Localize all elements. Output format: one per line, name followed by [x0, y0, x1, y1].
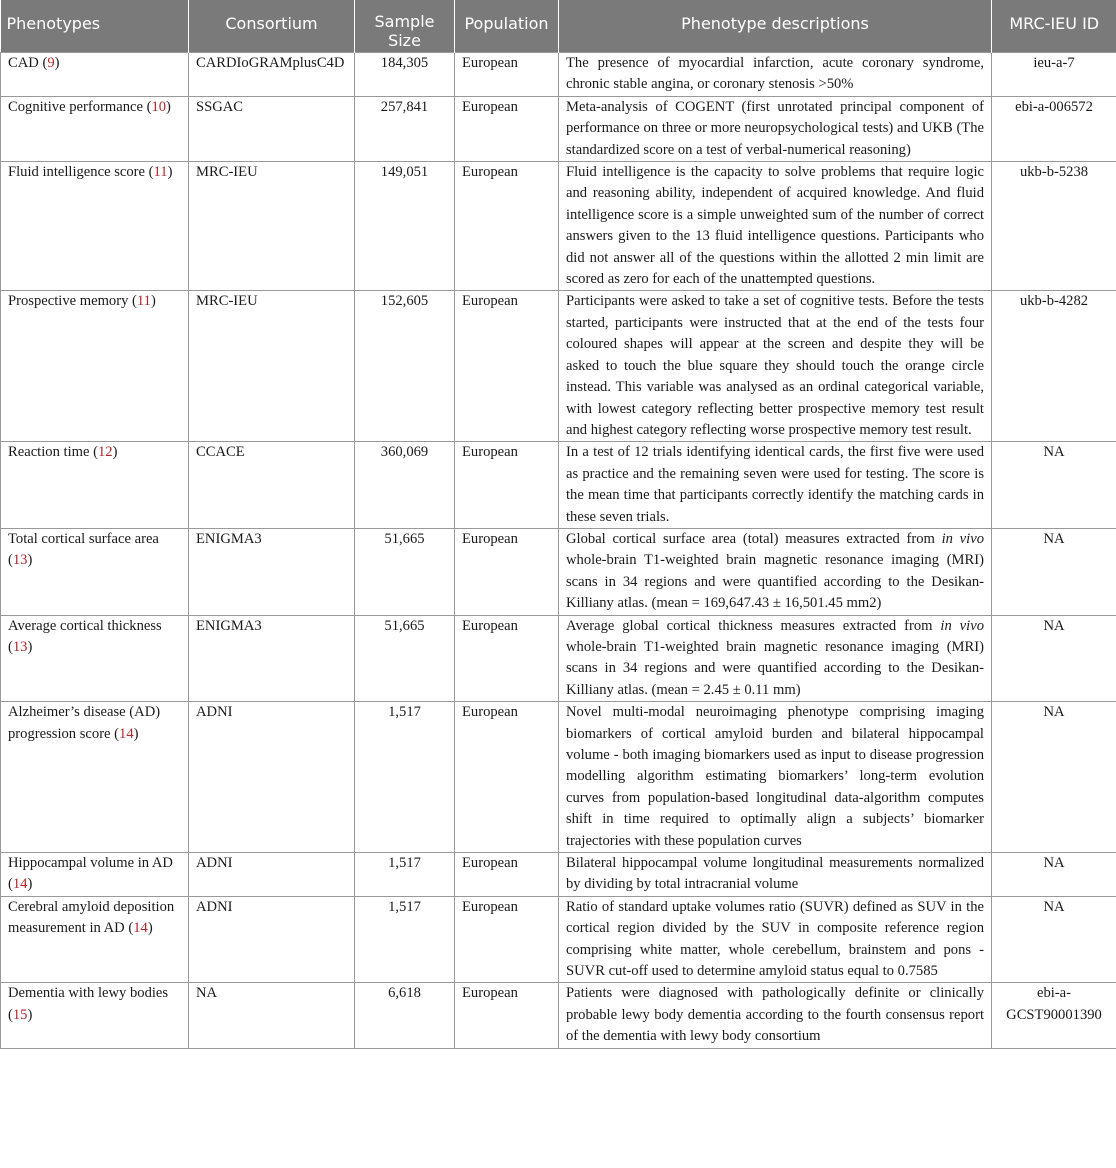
phenotype-cell — [1, 528, 189, 615]
phenotype-name-end: ) — [27, 638, 33, 655]
table-row — [1, 896, 1116, 983]
description-text: Average global cortical thickness measures extracted from — [566, 617, 941, 634]
phenotype-cell — [1, 702, 189, 853]
consortium-cell: SSGAC — [189, 96, 355, 161]
phenotype-name-end: ) — [166, 98, 171, 115]
phenotype-name: Fluid intelligence score ( — [8, 164, 154, 181]
phenotype-name-end: ) — [27, 1006, 33, 1023]
description-text: whole-brain T1-weighted brain magnetic resonance imaging (MRI) scans in 34 regions and were quantified according to the Desikan-Killiany atlas. (mean = 169,647.43 ± 16,501.45 mm2) — [566, 552, 984, 612]
table-row — [1, 528, 1116, 615]
population-cell: European — [455, 96, 559, 161]
description-italic-text: in vivo — [941, 530, 984, 547]
sample-size-cell: 1,517 — [355, 896, 455, 983]
phenotype-name: Average cortical thickness ( — [8, 617, 162, 655]
phenotype-cell — [1, 615, 189, 702]
consortium-cell: ADNI — [189, 896, 355, 983]
reference-link[interactable]: 12 — [97, 444, 113, 461]
reference-link[interactable]: 13 — [12, 638, 28, 655]
reference-link[interactable]: 14 — [133, 920, 148, 937]
mrc-ieu-id-cell: ebi-a-006572 — [992, 96, 1116, 161]
phenotype-name-end: ) — [27, 552, 33, 569]
phenotype-name: Cerebral amyloid deposition measurement in AD ( — [8, 898, 175, 937]
phenotype-name-end: ) — [112, 444, 118, 461]
description-cell: Fluid intelligence is the capacity to solve problems that require logic and reasoning ability, independent of acquired knowledge. And fluid intelligence score is a simple unweighted sum of the number of correct answers given to the 13 fluid intelligence questions. Participants who did not answer all of the questions within the allotted 2 min limit are scored as zero for each of the unattempted questions. — [559, 162, 992, 291]
table-row — [1, 853, 1116, 897]
description-cell — [559, 615, 992, 702]
description-text: whole-brain T1-weighted brain magnetic resonance imaging (MRI) scans in 34 regions and were quantified according to the Desikan-Killiany atlas. (mean = 2.45 ± 0.11 mm) — [566, 638, 984, 698]
description-cell: Meta-analysis of COGENT (first unrotated principal component of performance on three or more neuropsychological tests) and UKB (The standardized score on a test of verbal-numerical reasoning) — [559, 96, 992, 161]
phenotype-name-end: ) — [133, 725, 139, 742]
phenotype-name-end: ) — [27, 876, 33, 893]
reference-link[interactable]: 14 — [119, 725, 134, 742]
mrc-ieu-id-cell: ukb-b-5238 — [992, 162, 1116, 291]
consortium-cell: ENIGMA3 — [189, 528, 355, 615]
population-cell: European — [455, 896, 559, 983]
population-cell: European — [455, 162, 559, 291]
sample-size-cell: 51,665 — [355, 615, 455, 702]
mrc-ieu-id-cell: NA — [992, 896, 1116, 983]
population-cell: European — [455, 615, 559, 702]
header-population: Population — [455, 0, 559, 53]
reference-link[interactable]: 9 — [47, 55, 55, 71]
table-row — [1, 615, 1116, 702]
phenotype-cell — [1, 291, 189, 442]
consortium-cell: ENIGMA3 — [189, 615, 355, 702]
sample-size-cell: 184,305 — [355, 53, 455, 97]
reference-link[interactable]: 11 — [136, 293, 151, 310]
sample-size-cell: 257,841 — [355, 96, 455, 161]
table-row — [1, 53, 1116, 97]
sample-size-cell: 149,051 — [355, 162, 455, 291]
header-row — [1, 0, 1116, 53]
header-mrc-ieu-id: MRC-IEU ID — [992, 0, 1116, 53]
table-header — [1, 0, 1116, 53]
consortium-cell: MRC-IEU — [189, 162, 355, 291]
phenotype-name-end: ) — [167, 164, 173, 181]
description-cell: In a test of 12 trials identifying identical cards, the first five were used as practice and the remaining seven were used for testing. The score is the mean time that participants correctly identify the matching cards in these seven trials. — [559, 442, 992, 529]
description-text: Global cortical surface area (total) measures extracted from — [566, 530, 942, 547]
description-cell: Bilateral hippocampal volume longitudinal measurements normalized by dividing by total intracranial volume — [559, 853, 992, 897]
description-cell: Ratio of standard uptake volumes ratio (SUVR) defined as SUV in the cortical region divided by the SUV in composite reference region comprising white matter, whole cerebellum, brainstem and pons -SUVR cut-off used to determine amyloid status equal to 0.7585 — [559, 896, 992, 983]
population-cell: European — [455, 702, 559, 853]
description-cell: Participants were asked to take a set of cognitive tests. Before the tests started, participants were instructed that at the end of the tests four coloured shapes will appear at the screen and despite they will be asked to touch the blue square they should touch the orange circle instead. This variable was analysed as an ordinal categorical variable, with lowest category reflecting better prospective memory test result and highest category reflecting worse prospective memory test result. — [559, 291, 992, 442]
phenotype-cell — [1, 53, 189, 97]
phenotype-name-end: ) — [150, 293, 156, 310]
header-phenotype-descriptions: Phenotype descriptions — [559, 0, 992, 53]
consortium-cell: MRC-IEU — [189, 291, 355, 442]
description-cell: Patients were diagnosed with pathologically definite or clinically probable lewy body dementia according to the fourth consensus report of the dementia with lewy body consortium — [559, 983, 992, 1048]
phenotype-cell — [1, 896, 189, 983]
phenotype-name-end: ) — [54, 55, 60, 71]
table-row — [1, 291, 1116, 442]
table-row — [1, 96, 1116, 161]
phenotype-name: Prospective memory ( — [8, 293, 137, 310]
phenotype-cell — [1, 983, 189, 1048]
sample-size-cell: 6,618 — [355, 983, 455, 1048]
consortium-cell: NA — [189, 983, 355, 1048]
population-cell: European — [455, 442, 559, 529]
sample-size-cell: 360,069 — [355, 442, 455, 529]
phenotype-name: Alzheimer’s disease (AD) progression score ( — [8, 704, 161, 742]
sample-size-cell: 1,517 — [355, 702, 455, 853]
phenotype-name: Cognitive performance ( — [8, 98, 152, 115]
phenotype-name: Reaction time ( — [8, 444, 98, 461]
mrc-ieu-id-cell: NA — [992, 442, 1116, 529]
reference-link[interactable]: 10 — [151, 98, 167, 115]
description-cell: Novel multi-modal neuroimaging phenotype comprising imaging biomarkers of cortical amyloid burden and bilateral hippocampal volume - both imaging biomarkers used as input to disease progression modelling algorithm estimating biomarkers’ long-term evolution curves from population-based longitudinal data-algorithm computes shift in time required to optimally align a subjects’ biomarker trajectories with these population curves — [559, 702, 992, 853]
mrc-ieu-id-cell: ieu-a-7 — [992, 53, 1116, 97]
population-cell: European — [455, 853, 559, 897]
table-row — [1, 162, 1116, 291]
phenotype-cell — [1, 442, 189, 529]
table-row — [1, 702, 1116, 853]
consortium-cell: CARDIoGRAMplusC4D — [189, 53, 355, 97]
sample-size-cell: 51,665 — [355, 528, 455, 615]
description-italic-text: in vivo — [940, 617, 984, 634]
mrc-ieu-id-cell: ukb-b-4282 — [992, 291, 1116, 442]
phenotype-name: Hippocampal volume in AD ( — [8, 855, 173, 893]
mrc-ieu-id-cell: NA — [992, 702, 1116, 853]
population-cell: European — [455, 528, 559, 615]
table-row — [1, 442, 1116, 529]
consortium-cell: CCACE — [189, 442, 355, 529]
description-cell: The presence of myocardial infarction, acute coronary syndrome, chronic stable angina, or coronary stenosis >50% — [559, 53, 992, 97]
population-cell: European — [455, 53, 559, 97]
mrc-ieu-id-cell: NA — [992, 528, 1116, 615]
phenotype-name: Total cortical surface area ( — [8, 530, 159, 569]
phenotype-cell — [1, 853, 189, 897]
phenotype-cell — [1, 96, 189, 161]
mrc-ieu-id-cell: NA — [992, 853, 1116, 897]
table-body — [1, 53, 1116, 1049]
mrc-ieu-id-cell: ebi-a-GCST90001390 — [992, 983, 1116, 1048]
header-sample-size: Sample Size — [355, 0, 455, 53]
reference-link[interactable]: 11 — [153, 164, 168, 181]
table-row — [1, 983, 1116, 1048]
description-cell — [559, 528, 992, 615]
phenotype-cell — [1, 162, 189, 291]
mrc-ieu-id-cell: NA — [992, 615, 1116, 702]
consortium-cell: ADNI — [189, 853, 355, 897]
header-phenotypes: Phenotypes — [1, 0, 189, 53]
reference-link[interactable]: 15 — [12, 1006, 28, 1023]
consortium-cell: ADNI — [189, 702, 355, 853]
sample-size-cell: 152,605 — [355, 291, 455, 442]
population-cell: European — [455, 983, 559, 1048]
phenotype-name-end: ) — [147, 920, 153, 937]
phenotype-name: Dementia with lewy bodies ( — [8, 985, 169, 1023]
population-cell: European — [455, 291, 559, 442]
sample-size-cell: 1,517 — [355, 853, 455, 897]
phenotype-name: CAD ( — [8, 55, 48, 71]
header-consortium: Consortium — [189, 0, 355, 53]
reference-link[interactable]: 13 — [12, 552, 28, 569]
reference-link[interactable]: 14 — [12, 876, 28, 893]
